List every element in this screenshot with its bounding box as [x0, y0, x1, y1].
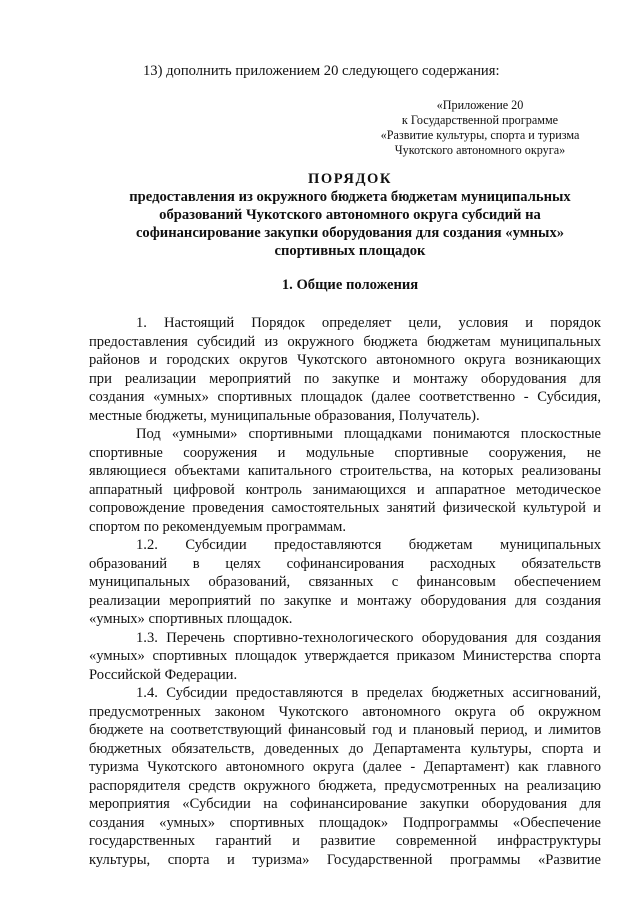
text-line: создания «умных» спортивных площадок» Подпрограммы «Обеспечение [89, 814, 601, 831]
text-line: при реализации мероприятий по закупке и монтажу оборудования для [89, 370, 601, 387]
title-line: предоставления из окружного бюджета бюджетам муниципальных [129, 189, 571, 205]
text-line: распорядителя средств окружного бюджета, предусмотренных на реализацию [89, 777, 601, 794]
text-line: 1.3. Перечень спортивно-технологического оборудования для создания [136, 629, 601, 646]
text-line: культуры, спорта и туризма» Государственной программы «Развитие [89, 851, 601, 868]
text-line: спортом по рекомендуемым программам. [89, 518, 347, 535]
text-line: туризма Чукотского автономного округа (далее - Департамент) как главного [89, 759, 601, 775]
text-line: муниципальных образований, связанных с финансовым обеспечением [89, 574, 601, 590]
section-heading: 1. Общие положения [281, 277, 419, 293]
text-line: 1.2. Субсидии предоставляются бюджетам муниципальных [136, 537, 601, 553]
appendix-line: Чукотского автономного округа» [394, 143, 566, 157]
text-line: реализации мероприятий по закупке и монтажу оборудования для создания [89, 592, 601, 609]
text-line: Под «умными» спортивными площадками понимаются плоскостные [136, 426, 601, 442]
title-line: образований Чукотского автономного округа субсидий на [159, 207, 541, 223]
text-line: являющиеся объектами капитального строительства, на которых реализованы [89, 463, 601, 479]
text-line: «умных» спортивных площадок утверждается приказом Министерства спорта [89, 648, 601, 664]
text-line: бюджете на соответствующий финансовый год и плановый период, и лимитов [89, 722, 601, 738]
text-line: Российской Федерации. [89, 666, 238, 683]
title-main: ПОРЯДОК [308, 171, 392, 187]
title-line: спортивных площадок [274, 243, 426, 259]
text-line: 1. Настоящий Порядок определяет цели, условия и порядок [136, 315, 601, 331]
document-title [100, 170, 600, 260]
text-line: предоставления субсидий из окружного бюджета бюджетам муниципальных [89, 333, 601, 350]
text-line: аппаратный цифровой контроль занимающихся и аппаратное методическое [89, 481, 601, 498]
text-line: местные бюджеты, муниципальные образования, Получатель). [89, 407, 480, 424]
text-line: спортивные сооружения и модульные спортивные сооружения, не [89, 444, 601, 461]
amendment-intro: 13) дополнить приложением 20 следующего содержания: [143, 63, 500, 79]
text-line: «умных» спортивных площадок. [89, 611, 293, 627]
text-line: образований в целях софинансирования расходных обязательств [89, 555, 601, 572]
appendix-line: к Государственной программе [401, 113, 559, 127]
body-text [89, 314, 601, 869]
text-line: предусмотренных законом Чукотского автономного округа об окружном [89, 703, 601, 720]
appendix-line: «Приложение 20 [436, 98, 524, 112]
title-line: софинансирование закупки оборудования для создания «умных» [135, 225, 565, 241]
text-line: 1.4. Субсидии предоставляются в пределах бюджетных ассигнований, [136, 685, 601, 701]
appendix-reference [370, 98, 590, 158]
text-line: создания «умных» спортивных площадок (далее соответственно - Субсидия, [89, 389, 601, 405]
text-line: районов и городских округов Чукотского автономного округа возникающих [89, 352, 601, 368]
text-line: мероприятия «Субсидии на софинансирование закупки оборудования для [89, 796, 601, 812]
appendix-line: «Развитие культуры, спорта и туризма [380, 128, 580, 142]
text-line: бюджетных обязательств, доведенных до Департамента культуры, спорта и [89, 740, 601, 757]
text-line: сопровождение проведения самостоятельных занятий физической культурой и [89, 500, 601, 516]
text-line: государственных гарантий и развитие современной инфраструктуры [89, 833, 601, 849]
